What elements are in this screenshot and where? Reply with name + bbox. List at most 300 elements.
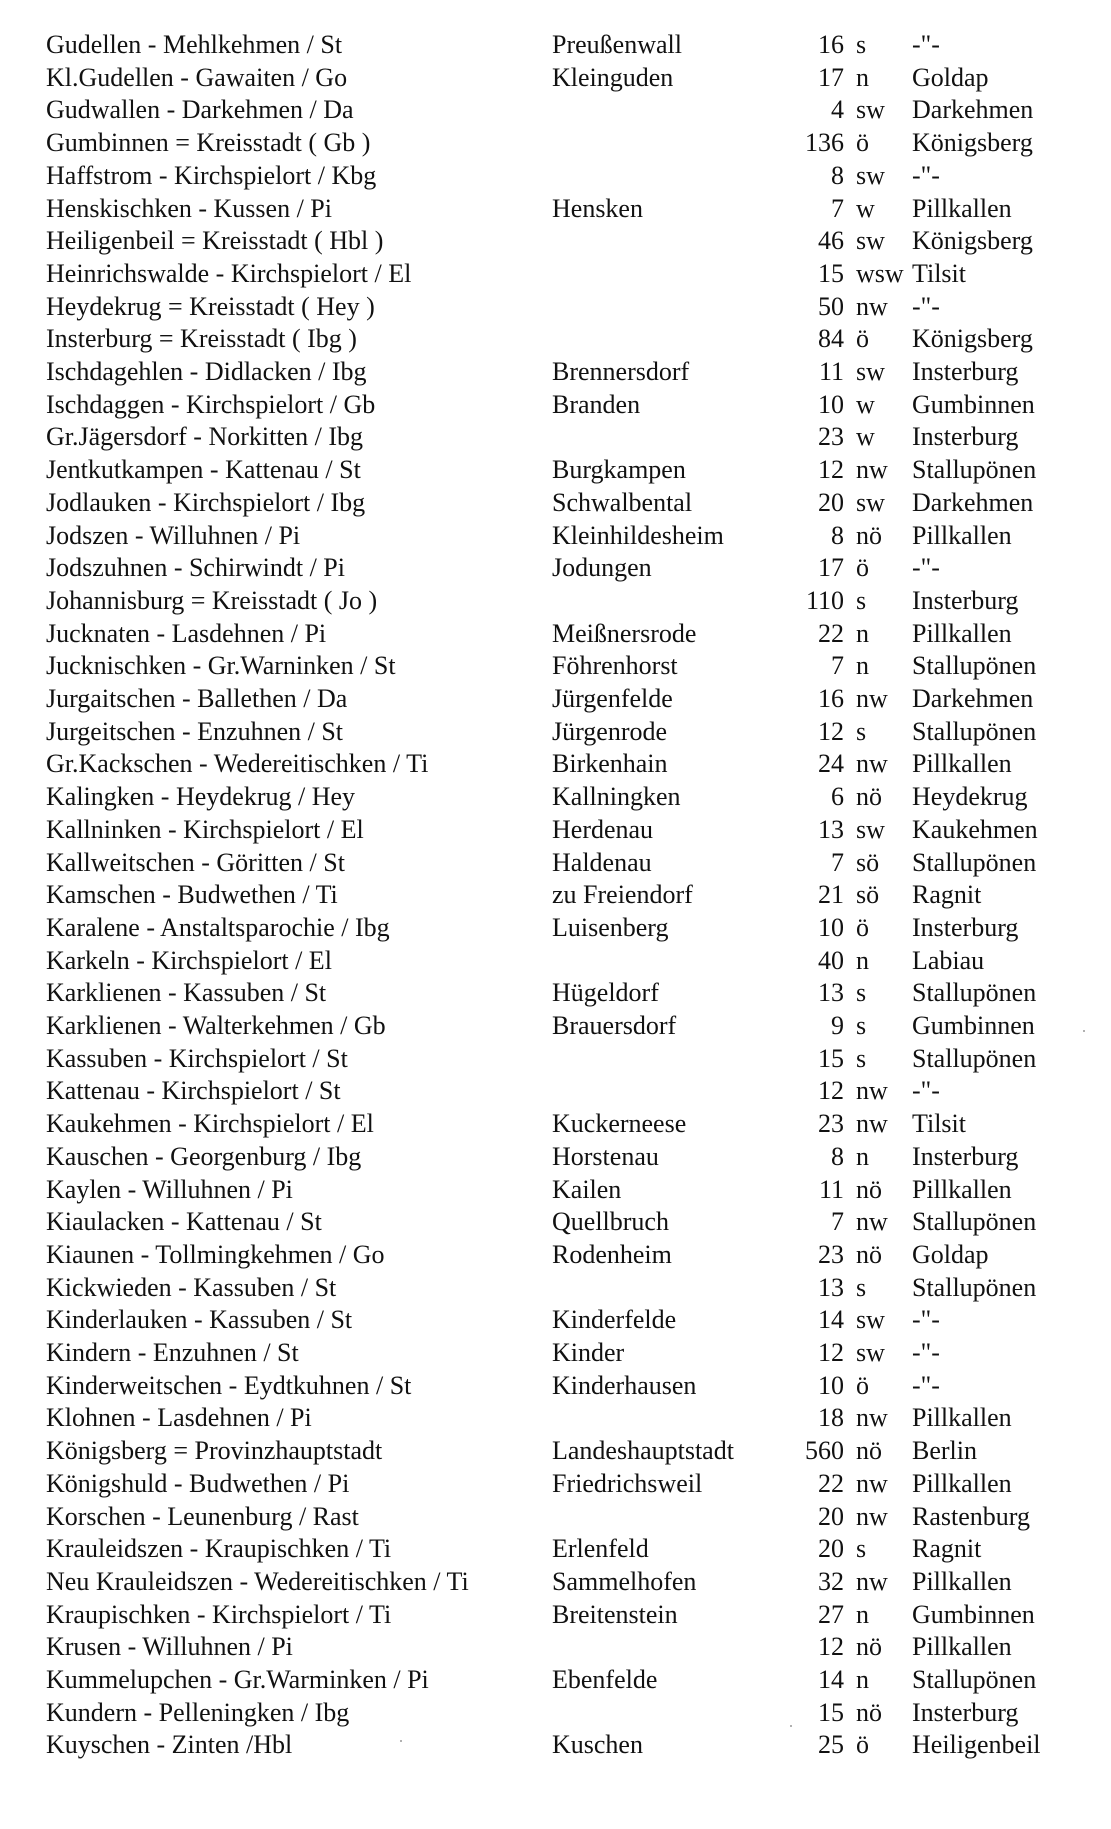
new-name: Luisenberg <box>552 912 669 942</box>
direction: nw <box>856 1207 888 1237</box>
reference-town: Insterburg <box>912 585 1019 615</box>
list-row <box>0 747 1111 780</box>
new-name: Ebenfelde <box>552 1665 658 1694</box>
distance-km: 8 <box>831 160 844 190</box>
distance-km: 17 <box>818 553 844 583</box>
list-row <box>0 486 1111 519</box>
place-entry: Königshuld - Budwethen / Pi <box>46 1468 350 1498</box>
direction: nw <box>856 1403 888 1433</box>
direction: sw <box>856 814 885 844</box>
place-entry: Kindern - Enzuhnen / St <box>46 1338 299 1367</box>
distance-km: 27 <box>818 1599 844 1629</box>
distance-km: 9 <box>831 1011 844 1040</box>
direction: nw <box>856 1109 888 1139</box>
distance-km: 23 <box>818 422 844 452</box>
reference-town: Stallupönen <box>912 978 1037 1008</box>
direction: ö <box>856 912 869 942</box>
direction: s <box>856 585 867 615</box>
new-name: Jodungen <box>552 553 652 583</box>
new-name: Brauersdorf <box>552 1011 677 1040</box>
list-row <box>0 1042 1111 1075</box>
distance-km: 40 <box>818 945 844 975</box>
place-entry: Kallninken - Kirchspielort / El <box>46 814 364 844</box>
reference-town: Stallupönen <box>912 1665 1037 1694</box>
new-name: Friedrichsweil <box>552 1468 703 1498</box>
list-row <box>0 1532 1111 1565</box>
place-entry: Johannisburg = Kreisstadt ( Jo ) <box>46 585 378 615</box>
place-entry: Jodlauken - Kirchspielort / Ibg <box>46 487 366 517</box>
direction: s <box>856 716 867 746</box>
reference-town: Pillkallen <box>912 1632 1012 1662</box>
distance-km: 12 <box>818 1632 844 1662</box>
reference-town: Stallupönen <box>912 1272 1037 1302</box>
place-entry: Königsberg = Provinzhauptstadt <box>46 1436 383 1466</box>
reference-town: -"- <box>912 1076 940 1106</box>
list-row <box>0 61 1111 94</box>
place-entry: Gudellen - Mehlkehmen / St <box>46 30 343 59</box>
new-name: Kuckerneese <box>552 1109 687 1139</box>
distance-km: 12 <box>818 716 844 746</box>
direction: n <box>856 651 869 681</box>
new-name: Breitenstein <box>552 1599 678 1629</box>
scan-speck <box>1083 1030 1085 1032</box>
new-name: Horstenau <box>552 1141 659 1171</box>
reference-town: Labiau <box>912 945 985 975</box>
reference-town: Stallupönen <box>912 716 1037 746</box>
direction: nw <box>856 749 888 779</box>
direction: w <box>856 422 875 452</box>
reference-town: Insterburg <box>912 422 1019 452</box>
direction: ö <box>856 128 869 158</box>
reference-town: Stallupönen <box>912 847 1037 877</box>
place-entry: Jodszen - Willuhnen / Pi <box>46 520 301 550</box>
list-row <box>0 584 1111 617</box>
distance-km: 8 <box>831 520 844 550</box>
place-entry: Kiaulacken - Kattenau / St <box>46 1207 322 1237</box>
distance-km: 16 <box>818 30 844 59</box>
reference-town: -"- <box>912 1305 940 1335</box>
list-row <box>0 1303 1111 1336</box>
reference-town: Kaukehmen <box>912 814 1038 844</box>
direction: sw <box>856 95 885 125</box>
direction: ö <box>856 324 869 354</box>
reference-town: Pillkallen <box>912 749 1012 779</box>
direction: nw <box>856 1566 888 1596</box>
new-name: Meißnersrode <box>552 618 697 648</box>
list-row <box>0 1107 1111 1140</box>
list-row <box>0 126 1111 159</box>
distance-km: 6 <box>831 782 844 812</box>
reference-town: Pillkallen <box>912 1174 1012 1204</box>
list-row <box>0 715 1111 748</box>
new-name: Kinderfelde <box>552 1305 677 1335</box>
place-entry: Karkeln - Kirchspielort / El <box>46 945 332 975</box>
distance-km: 20 <box>818 1534 844 1564</box>
place-entry: Karklienen - Walterkehmen / Gb <box>46 1011 386 1040</box>
distance-km: 7 <box>831 193 844 223</box>
list-row <box>0 159 1111 192</box>
new-name: Burgkampen <box>552 455 686 485</box>
list-row <box>0 780 1111 813</box>
list-row <box>0 1598 1111 1631</box>
direction: ö <box>856 1730 869 1760</box>
place-entry: Jurgaitschen - Ballethen / Da <box>46 684 348 713</box>
place-entry: Kundern - Pelleningken / Ibg <box>46 1697 350 1727</box>
reference-town: -"- <box>912 1338 940 1367</box>
place-entry: Kiaunen - Tollmingkehmen / Go <box>46 1239 385 1269</box>
list-row <box>0 1401 1111 1434</box>
place-entry: Karalene - Anstaltsparochie / Ibg <box>46 912 390 942</box>
reference-town: Darkehmen <box>912 684 1034 713</box>
place-entry: Korschen - Leunenburg / Rast <box>46 1501 359 1531</box>
reference-town: Berlin <box>912 1436 977 1466</box>
direction: nö <box>856 520 882 550</box>
list-row <box>0 224 1111 257</box>
list-row <box>0 290 1111 323</box>
new-name: Branden <box>552 389 641 419</box>
distance-km: 14 <box>818 1305 844 1335</box>
new-name: Quellbruch <box>552 1207 669 1237</box>
distance-km: 7 <box>831 1207 844 1237</box>
place-entry: Kinderweitschen - Eydtkuhnen / St <box>46 1370 412 1400</box>
new-name: Haldenau <box>552 847 652 877</box>
list-row <box>0 1074 1111 1107</box>
reference-town: Stallupönen <box>912 1043 1037 1073</box>
distance-km: 11 <box>818 1174 844 1204</box>
distance-km: 7 <box>831 651 844 681</box>
list-row <box>0 420 1111 453</box>
place-entry: Insterburg = Kreisstadt ( Ibg ) <box>46 324 357 354</box>
direction: s <box>856 978 867 1008</box>
new-name: Föhrenhorst <box>552 651 678 681</box>
reference-town: Goldap <box>912 62 989 92</box>
reference-town: Stallupönen <box>912 455 1037 485</box>
direction: n <box>856 1599 869 1629</box>
direction: n <box>856 1665 869 1694</box>
direction: sw <box>856 226 885 256</box>
new-name: Kleinguden <box>552 62 674 92</box>
direction: sw <box>856 357 885 386</box>
list-row <box>0 1565 1111 1598</box>
place-entry: Ischdaggen - Kirchspielort / Gb <box>46 389 376 419</box>
list-row <box>0 28 1111 61</box>
list-row <box>0 1369 1111 1402</box>
place-entry: Krauleidszen - Kraupischken / Ti <box>46 1534 392 1564</box>
distance-km: 12 <box>818 1338 844 1367</box>
reference-town: Heydekrug <box>912 782 1028 812</box>
list-row <box>0 519 1111 552</box>
list-row <box>0 1205 1111 1238</box>
place-entry: Ischdagehlen - Didlacken / Ibg <box>46 357 367 386</box>
place-entry: Kinderlauken - Kassuben / St <box>46 1305 353 1335</box>
direction: ö <box>856 1370 869 1400</box>
place-entry: Heydekrug = Kreisstadt ( Hey ) <box>46 291 375 321</box>
distance-km: 13 <box>818 814 844 844</box>
distance-km: 17 <box>818 62 844 92</box>
place-entry: Jentkutkampen - Kattenau / St <box>46 455 361 485</box>
distance-km: 32 <box>818 1566 844 1596</box>
direction: sw <box>856 487 885 517</box>
distance-km: 20 <box>818 487 844 517</box>
place-entry: Kummelupchen - Gr.Warminken / Pi <box>46 1665 429 1694</box>
new-name: Jürgenfelde <box>552 684 673 713</box>
direction: n <box>856 62 869 92</box>
direction: nö <box>856 1632 882 1662</box>
reference-town: Darkehmen <box>912 95 1034 125</box>
reference-town: Stallupönen <box>912 651 1037 681</box>
list-row <box>0 1336 1111 1369</box>
new-name: Kinderhausen <box>552 1370 697 1400</box>
distance-km: 20 <box>818 1501 844 1531</box>
place-entry: Haffstrom - Kirchspielort / Kbg <box>46 160 377 190</box>
scan-speck <box>790 1725 792 1727</box>
reference-town: Goldap <box>912 1239 989 1269</box>
new-name: Schwalbental <box>552 487 693 517</box>
new-name: Hügeldorf <box>552 978 659 1008</box>
list-row <box>0 944 1111 977</box>
reference-town: Gumbinnen <box>912 1011 1035 1040</box>
place-entry: Jodszuhnen - Schirwindt / Pi <box>46 553 345 583</box>
list-row <box>0 93 1111 126</box>
new-name: zu Freiendorf <box>552 880 693 910</box>
direction: s <box>856 1011 867 1040</box>
place-entry: Heinrichswalde - Kirchspielort / El <box>46 258 412 288</box>
distance-km: 10 <box>818 1370 844 1400</box>
place-entry: Kickwieden - Kassuben / St <box>46 1272 337 1302</box>
distance-km: 11 <box>818 357 844 386</box>
reference-town: Pillkallen <box>912 193 1012 223</box>
place-entry: Karklienen - Kassuben / St <box>46 978 327 1008</box>
place-entry: Kalingken - Heydekrug / Hey <box>46 782 356 812</box>
distance-km: 25 <box>818 1730 844 1760</box>
place-entry: Kl.Gudellen - Gawaiten / Go <box>46 62 348 92</box>
list-row <box>0 257 1111 290</box>
reference-town: Königsberg <box>912 324 1033 354</box>
distance-km: 10 <box>818 389 844 419</box>
reference-town: Insterburg <box>912 1697 1019 1727</box>
reference-town: Pillkallen <box>912 1566 1012 1596</box>
new-name: Kinder <box>552 1338 625 1367</box>
new-name: Hensken <box>552 193 643 223</box>
direction: nw <box>856 1501 888 1531</box>
distance-km: 8 <box>831 1141 844 1171</box>
list-row <box>0 1271 1111 1304</box>
reference-town: Gumbinnen <box>912 1599 1035 1629</box>
place-entry: Gr.Kackschen - Wedereitischken / Ti <box>46 749 429 779</box>
direction: n <box>856 1141 869 1171</box>
direction: ö <box>856 553 869 583</box>
place-entry: Kallweitschen - Göritten / St <box>46 847 345 877</box>
distance-km: 14 <box>818 1665 844 1694</box>
list-row <box>0 1663 1111 1696</box>
direction: nw <box>856 1468 888 1498</box>
new-name: Herdenau <box>552 814 654 844</box>
list-row <box>0 1238 1111 1271</box>
place-entry: Jurgeitschen - Enzuhnen / St <box>46 716 344 746</box>
direction: n <box>856 945 869 975</box>
direction: sw <box>856 1338 885 1367</box>
place-entry: Jucknischken - Gr.Warninken / St <box>46 651 396 681</box>
new-name: Kleinhildesheim <box>552 520 724 550</box>
reference-town: Gumbinnen <box>912 389 1035 419</box>
list-row <box>0 388 1111 421</box>
place-entry: Gr.Jägersdorf - Norkitten / Ibg <box>46 422 363 452</box>
distance-km: 110 <box>805 585 844 615</box>
distance-km: 23 <box>818 1239 844 1269</box>
distance-km: 22 <box>818 618 844 648</box>
place-entry: Gudwallen - Darkehmen / Da <box>46 95 354 125</box>
reference-town: -"- <box>912 1370 940 1400</box>
reference-town: Insterburg <box>912 912 1019 942</box>
list-row <box>0 649 1111 682</box>
place-entry: Klohnen - Lasdehnen / Pi <box>46 1403 312 1433</box>
list-row <box>0 617 1111 650</box>
list-row <box>0 453 1111 486</box>
new-name: Brennersdorf <box>552 357 690 386</box>
reference-town: Pillkallen <box>912 618 1012 648</box>
distance-km: 50 <box>818 291 844 321</box>
list-row <box>0 551 1111 584</box>
list-row <box>0 1500 1111 1533</box>
reference-town: -"- <box>912 30 940 59</box>
reference-town: Pillkallen <box>912 1468 1012 1498</box>
reference-town: Insterburg <box>912 1141 1019 1171</box>
list-row <box>0 192 1111 225</box>
distance-km: 46 <box>818 226 844 256</box>
new-name: Kallningken <box>552 782 681 812</box>
place-entry: Kassuben - Kirchspielort / St <box>46 1043 348 1073</box>
list-row <box>0 878 1111 911</box>
list-row <box>0 1009 1111 1042</box>
distance-km: 22 <box>818 1468 844 1498</box>
reference-town: Tilsit <box>912 1109 966 1139</box>
list-row <box>0 322 1111 355</box>
place-entry: Neu Krauleidszen - Wedereitischken / Ti <box>46 1566 469 1596</box>
place-entry: Kaylen - Willuhnen / Pi <box>46 1174 293 1204</box>
place-entry: Henskischken - Kussen / Pi <box>46 193 332 223</box>
reference-town: -"- <box>912 553 940 583</box>
new-name: Sammelhofen <box>552 1566 697 1596</box>
direction: wsw <box>856 258 904 288</box>
direction: n <box>856 618 869 648</box>
distance-km: 84 <box>818 324 844 354</box>
reference-town: Tilsit <box>912 258 966 288</box>
new-name: Kuschen <box>552 1730 643 1760</box>
distance-km: 12 <box>818 455 844 485</box>
list-row <box>0 1467 1111 1500</box>
distance-km: 21 <box>818 880 844 910</box>
direction: w <box>856 389 875 419</box>
direction: s <box>856 1272 867 1302</box>
distance-km: 7 <box>831 847 844 877</box>
direction: nw <box>856 684 888 713</box>
list-row <box>0 976 1111 1009</box>
list-row <box>0 1173 1111 1206</box>
list-row <box>0 1434 1111 1467</box>
place-entry: Kamschen - Budwethen / Ti <box>46 880 338 910</box>
list-row <box>0 1728 1111 1761</box>
direction: nö <box>856 782 882 812</box>
reference-town: -"- <box>912 160 940 190</box>
new-name: Birkenhain <box>552 749 668 779</box>
place-entry: Kaukehmen - Kirchspielort / El <box>46 1109 374 1139</box>
direction: s <box>856 1534 867 1564</box>
direction: nö <box>856 1697 882 1727</box>
direction: s <box>856 30 867 59</box>
reference-town: Rastenburg <box>912 1501 1030 1531</box>
direction: nw <box>856 291 888 321</box>
distance-km: 12 <box>818 1076 844 1106</box>
place-entry: Krusen - Willuhnen / Pi <box>46 1632 293 1662</box>
place-entry: Kattenau - Kirchspielort / St <box>46 1076 341 1106</box>
new-name: Erlenfeld <box>552 1534 649 1564</box>
list-row <box>0 911 1111 944</box>
distance-km: 10 <box>818 912 844 942</box>
direction: s <box>856 1043 867 1073</box>
reference-town: Ragnit <box>912 1534 982 1564</box>
new-name: Jürgenrode <box>552 716 668 746</box>
distance-km: 15 <box>818 1043 844 1073</box>
direction: nw <box>856 1076 888 1106</box>
direction: nö <box>856 1239 882 1269</box>
reference-town: Königsberg <box>912 226 1033 256</box>
distance-km: 13 <box>818 978 844 1008</box>
place-entry: Kuyschen - Zinten /Hbl <box>46 1730 293 1760</box>
distance-km: 16 <box>818 684 844 713</box>
reference-town: Pillkallen <box>912 1403 1012 1433</box>
distance-km: 13 <box>818 1272 844 1302</box>
reference-town: Ragnit <box>912 880 982 910</box>
new-name: Landeshauptstadt <box>552 1436 734 1466</box>
place-entry: Gumbinnen = Kreisstadt ( Gb ) <box>46 128 371 158</box>
distance-km: 15 <box>818 258 844 288</box>
direction: nö <box>856 1436 882 1466</box>
new-name: Kailen <box>552 1174 622 1204</box>
reference-town: -"- <box>912 291 940 321</box>
list-row <box>0 1630 1111 1663</box>
direction: sw <box>856 160 885 190</box>
distance-km: 15 <box>818 1697 844 1727</box>
list-row <box>0 813 1111 846</box>
direction: w <box>856 193 875 223</box>
place-entry: Heiligenbeil = Kreisstadt ( Hbl ) <box>46 226 384 256</box>
distance-km: 560 <box>805 1436 844 1466</box>
direction: sw <box>856 1305 885 1335</box>
list-row <box>0 1696 1111 1729</box>
new-name: Rodenheim <box>552 1239 672 1269</box>
place-entry: Kraupischken - Kirchspielort / Ti <box>46 1599 392 1629</box>
reference-town: Darkehmen <box>912 487 1034 517</box>
distance-km: 24 <box>818 749 844 779</box>
scan-speck <box>400 1740 402 1742</box>
reference-town: Königsberg <box>912 128 1033 158</box>
list-row <box>0 1140 1111 1173</box>
distance-km: 136 <box>805 128 844 158</box>
place-entry: Kauschen - Georgenburg / Ibg <box>46 1141 362 1171</box>
distance-km: 4 <box>831 95 844 125</box>
place-entry: Jucknaten - Lasdehnen / Pi <box>46 618 327 648</box>
distance-km: 18 <box>818 1403 844 1433</box>
direction: nö <box>856 1174 882 1204</box>
list-row <box>0 355 1111 388</box>
direction: nw <box>856 455 888 485</box>
distance-km: 23 <box>818 1109 844 1139</box>
reference-town: Pillkallen <box>912 520 1012 550</box>
new-name: Preußenwall <box>552 30 682 59</box>
direction: sö <box>856 847 880 877</box>
list-row <box>0 846 1111 879</box>
reference-town: Heiligenbeil <box>912 1730 1041 1760</box>
